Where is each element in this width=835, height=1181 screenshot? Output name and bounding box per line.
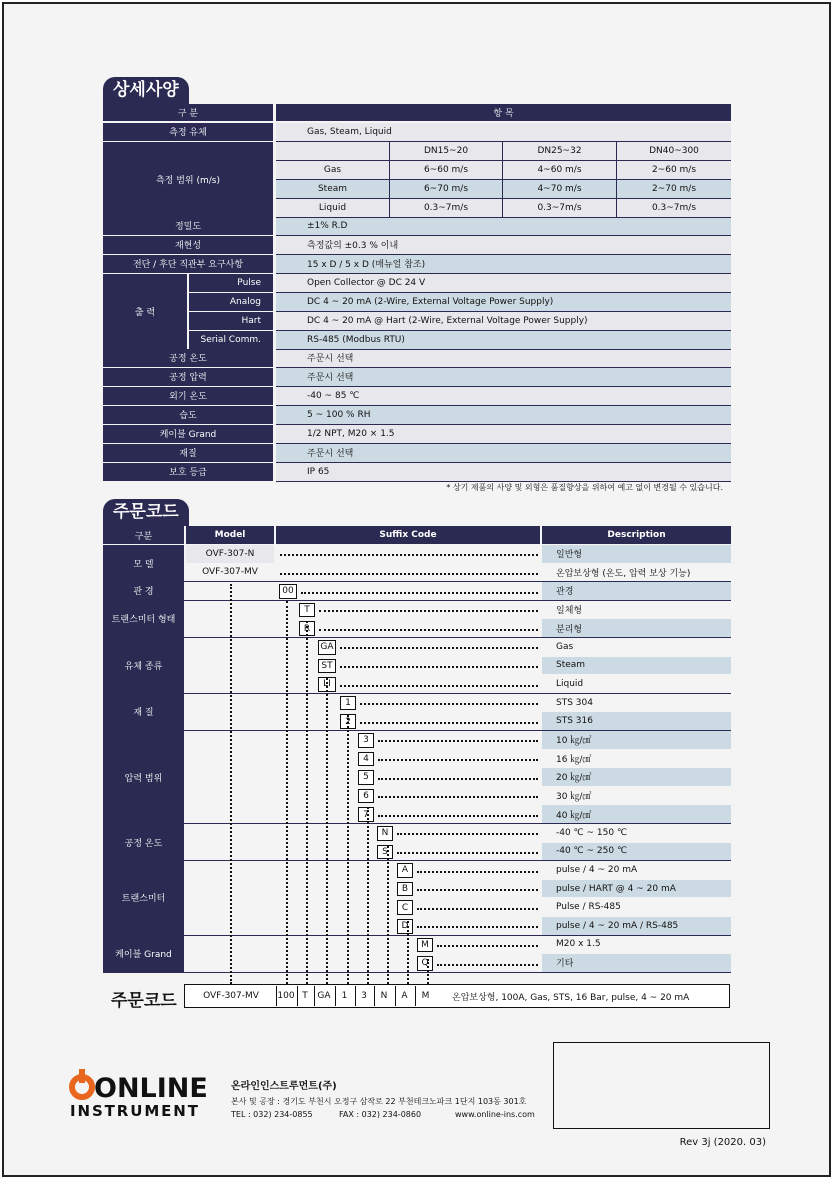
spec-range-value: 6~60 m/s: [389, 161, 502, 180]
order-description: 온압보상형 (온도, 압력 보상 기능): [542, 564, 731, 582]
company-fax: FAX : 032) 234-0860: [339, 1110, 422, 1119]
order-group-label: 모 델: [103, 545, 184, 581]
spec-value-cable: 1/2 NPT, M20 × 1.5: [276, 425, 731, 444]
order-leader-line: [437, 964, 538, 966]
order-group-label: 관 경: [103, 582, 184, 600]
order-code-box: 6: [358, 789, 374, 804]
order-group-label: 압력 범위: [103, 731, 184, 823]
spec-range-medium: Liquid: [276, 199, 389, 218]
order-description: -40 ℃ ~ 250 ℃: [542, 843, 731, 861]
order-group-label: 공정 온도: [103, 824, 184, 860]
order-code-box: T: [299, 603, 315, 618]
spec-output-type: Analog: [189, 293, 273, 311]
order-example-code: 100: [276, 986, 295, 1006]
order-leader-line: [301, 592, 538, 594]
order-group-label: 트랜스미터 형태: [103, 601, 184, 637]
order-description: Steam: [542, 657, 731, 675]
company-address: 본사 및 공장 : 경기도 부천시 오정구 삼작로 22 부천테크노파크 1단지 103동 301호: [231, 1097, 527, 1106]
spec-label-cable: 케이블 Grand: [103, 425, 273, 443]
order-code-box: Q: [417, 956, 433, 971]
order-leader-line: [340, 666, 538, 668]
order-code-box: S: [377, 845, 393, 860]
order-model-name: OVF-307-N: [186, 545, 274, 563]
spec-range-value: 2~70 m/s: [616, 180, 731, 199]
spec-label-humid: 습도: [103, 406, 273, 424]
order-leader-line: [417, 908, 538, 910]
order-guide-line: [367, 807, 369, 984]
spec-range-corner: [276, 142, 389, 161]
spec-value-humid: 5 ~ 100 % RH: [276, 406, 731, 425]
spec-range-col-header: DN15~20: [389, 142, 502, 161]
order-leader-line: [280, 573, 538, 575]
spec-label-medium: 측정 유체: [103, 123, 273, 141]
order-leader-line: [378, 759, 538, 761]
order-header-suffix: Suffix Code: [276, 526, 540, 544]
order-example-code: GA: [314, 986, 333, 1006]
order-header-model: Model: [186, 526, 274, 544]
order-description: STS 316: [542, 712, 731, 730]
order-code-box: 3: [358, 733, 374, 748]
spec-value-medium: Gas, Steam, Liquid: [276, 123, 731, 142]
datasheet-page: [2, 2, 831, 1177]
order-leader-line: [378, 778, 538, 780]
order-section-title: 주문코드: [103, 499, 189, 526]
order-code-box: C: [397, 900, 413, 915]
order-group-label: 케이블 Grand: [103, 936, 184, 972]
order-header-category: 구분: [103, 526, 184, 544]
order-leader-line: [417, 889, 538, 891]
logo-bottom-text: INSTRUMENT: [70, 1102, 198, 1119]
spec-label-repeat: 재현성: [103, 236, 273, 254]
spec-value-straight: 15 x D / 5 x D (매뉴얼 참조): [276, 255, 731, 274]
spec-label-protect: 보호 등급: [103, 463, 273, 481]
spec-range-value: 4~60 m/s: [502, 161, 616, 180]
order-description: pulse / HART @ 4 ~ 20 mA: [542, 880, 731, 898]
spec-label-ptemp: 공정 온도: [103, 349, 273, 367]
order-leader-line: [340, 647, 538, 649]
order-description: 일체형: [542, 601, 731, 619]
spec-note: * 상기 제품의 사양 및 외형은 품질향상을 위하여 예고 없이 변경될 수 있습니다.: [446, 483, 723, 492]
company-website[interactable]: www.online-ins.com: [455, 1110, 535, 1119]
spec-value-material: 주문시 선택: [276, 444, 731, 463]
order-guide-line: [427, 959, 429, 984]
spec-label-straight: 전단 / 후단 직관부 요구사항: [103, 255, 273, 273]
order-leader-line: [417, 871, 538, 873]
spec-range-value: 4~70 m/s: [502, 180, 616, 199]
order-leader-line: [378, 815, 538, 817]
order-model-name: OVF-307-MV: [186, 564, 274, 582]
order-leader-line: [397, 833, 538, 835]
order-group-label: 트랜스미터: [103, 861, 184, 934]
spec-value-ptemp: 주문시 선택: [276, 349, 731, 368]
spec-range-medium: Steam: [276, 180, 389, 199]
order-leader-line: [378, 796, 538, 798]
spec-label-range: 측정 범위 (m/s): [103, 142, 273, 217]
spec-range-value: 0.3~7m/s: [502, 199, 616, 218]
order-description: STS 304: [542, 694, 731, 712]
order-description: -40 ℃ ~ 150 ℃: [542, 824, 731, 842]
order-leader-line: [437, 945, 538, 947]
spec-range-col-header: DN40~300: [616, 142, 731, 161]
order-description: 16 ㎏/㎠: [542, 750, 731, 768]
order-description: 30 ㎏/㎠: [542, 787, 731, 805]
order-description: 10 ㎏/㎠: [542, 731, 731, 749]
spec-range-value: 0.3~7m/s: [616, 199, 731, 218]
spec-output-value: DC 4 ~ 20 mA @ Hart (2-Wire, External Voltage Power Supply): [276, 312, 731, 331]
spec-output-value: Open Collector @ DC 24 V: [276, 274, 731, 293]
spec-label-ppress: 공정 압력: [103, 368, 273, 386]
spec-output-type: Pulse: [189, 274, 273, 292]
order-code-box: B: [397, 882, 413, 897]
logo-power-icon: [68, 1067, 208, 1119]
spec-label-material: 재질: [103, 444, 273, 462]
order-example-label: 주문코드: [111, 991, 177, 1011]
order-description: M20 x 1.5: [542, 936, 731, 954]
order-example-code: 1: [335, 986, 353, 1006]
order-example-code: A: [395, 986, 413, 1006]
order-leader-line: [397, 852, 538, 854]
order-code-box: D: [397, 919, 413, 934]
order-leader-line: [319, 610, 538, 612]
logo-top-text: ONLINE: [94, 1073, 208, 1104]
order-leader-line: [280, 554, 538, 556]
company-tel: TEL : 032) 234-0855: [231, 1110, 313, 1119]
order-code-box: GA: [318, 640, 336, 655]
spec-value-protect: IP 65: [276, 463, 731, 482]
order-code-box: ST: [318, 659, 336, 674]
order-header-description: Description: [542, 526, 731, 544]
order-example-code: M: [415, 986, 435, 1006]
order-example-description: 온압보상형, 100A, Gas, STS, 16 Bar, pulse, 4 ~ 20 mA: [452, 992, 690, 1003]
order-description: Gas: [542, 638, 731, 656]
order-example-code: N: [374, 986, 393, 1006]
order-example-code: 3: [355, 986, 372, 1006]
spec-output-value: RS-485 (Modbus RTU): [276, 331, 731, 350]
order-guide-line: [306, 621, 308, 984]
spec-header-item: 항 목: [276, 104, 731, 121]
order-description: Liquid: [542, 675, 731, 693]
dealer-stamp-box: [553, 1042, 770, 1129]
spec-value-ppress: 주문시 선택: [276, 368, 731, 387]
spec-range-value: 6~70 m/s: [389, 180, 502, 199]
order-group-label: 재 질: [103, 694, 184, 730]
order-group-label: 유체 종류: [103, 638, 184, 693]
order-code-box: M: [417, 938, 433, 953]
spec-value-accuracy: ±1% R.D: [276, 217, 731, 236]
order-code-box: 00: [279, 584, 297, 599]
order-code-box: N: [377, 826, 393, 841]
order-code-box: 1: [340, 696, 356, 711]
order-code-box: A: [397, 863, 413, 878]
spec-label-output: 출 력: [103, 274, 187, 349]
order-description: 분리형: [542, 619, 731, 637]
order-description: Pulse / RS-485: [542, 898, 731, 916]
spec-output-type: Serial Comm.: [189, 331, 273, 349]
order-description: 기타: [542, 954, 731, 972]
spec-range-value: 2~60 m/s: [616, 161, 731, 180]
order-leader-line: [417, 926, 538, 928]
order-description: 40 ㎏/㎠: [542, 805, 731, 823]
order-guide-line: [326, 678, 328, 984]
order-description: 관경: [542, 582, 731, 600]
order-group-separator: [103, 972, 731, 973]
spec-value-repeat: 측정값의 ±0.3 % 이내: [276, 236, 731, 255]
order-description: 일반형: [542, 545, 731, 563]
order-leader-line: [319, 629, 538, 631]
spec-section-title: 상세사양: [103, 77, 189, 104]
order-description: pulse / 4 ~ 20 mA / RS-485: [542, 917, 731, 935]
spec-header-category: 구 분: [103, 104, 273, 121]
spec-range-medium: Gas: [276, 161, 389, 180]
order-description: pulse / 4 ~ 20 mA: [542, 861, 731, 879]
order-code-box: 4: [358, 752, 374, 767]
order-leader-line: [340, 685, 538, 687]
revision-label: Rev 3j (2020. 03): [679, 1137, 766, 1148]
spec-value-atemp: -40 ~ 85 ℃: [276, 387, 731, 406]
order-example-model: OVF-307-MV: [203, 991, 259, 1001]
order-example-code: T: [297, 986, 312, 1006]
order-leader-line: [378, 740, 538, 742]
spec-output-type: Hart: [189, 312, 273, 330]
company-name: 온라인인스트루먼트(주): [231, 1081, 337, 1092]
spec-label-accuracy: 정밀도: [103, 217, 273, 235]
order-guide-line: [230, 584, 232, 984]
spec-output-value: DC 4 ~ 20 mA (2-Wire, External Voltage Power Supply): [276, 293, 731, 312]
order-code-box: 5: [358, 770, 374, 785]
order-leader-line: [360, 722, 538, 724]
order-guide-line: [407, 921, 409, 984]
order-leader-line: [360, 703, 538, 705]
order-description: 20 ㎏/㎠: [542, 768, 731, 786]
order-code-box: R: [299, 621, 315, 636]
order-guide-line: [286, 601, 288, 984]
spec-range-value: 0.3~7m/s: [389, 199, 502, 218]
order-guide-line: [387, 846, 389, 984]
company-logo: [68, 1067, 208, 1119]
order-code-box: 2: [340, 714, 356, 729]
order-code-box: 7: [358, 807, 374, 822]
order-guide-line: [347, 715, 349, 984]
spec-range-col-header: DN25~32: [502, 142, 616, 161]
order-code-box: LI: [318, 677, 336, 692]
spec-label-atemp: 외기 온도: [103, 387, 273, 405]
